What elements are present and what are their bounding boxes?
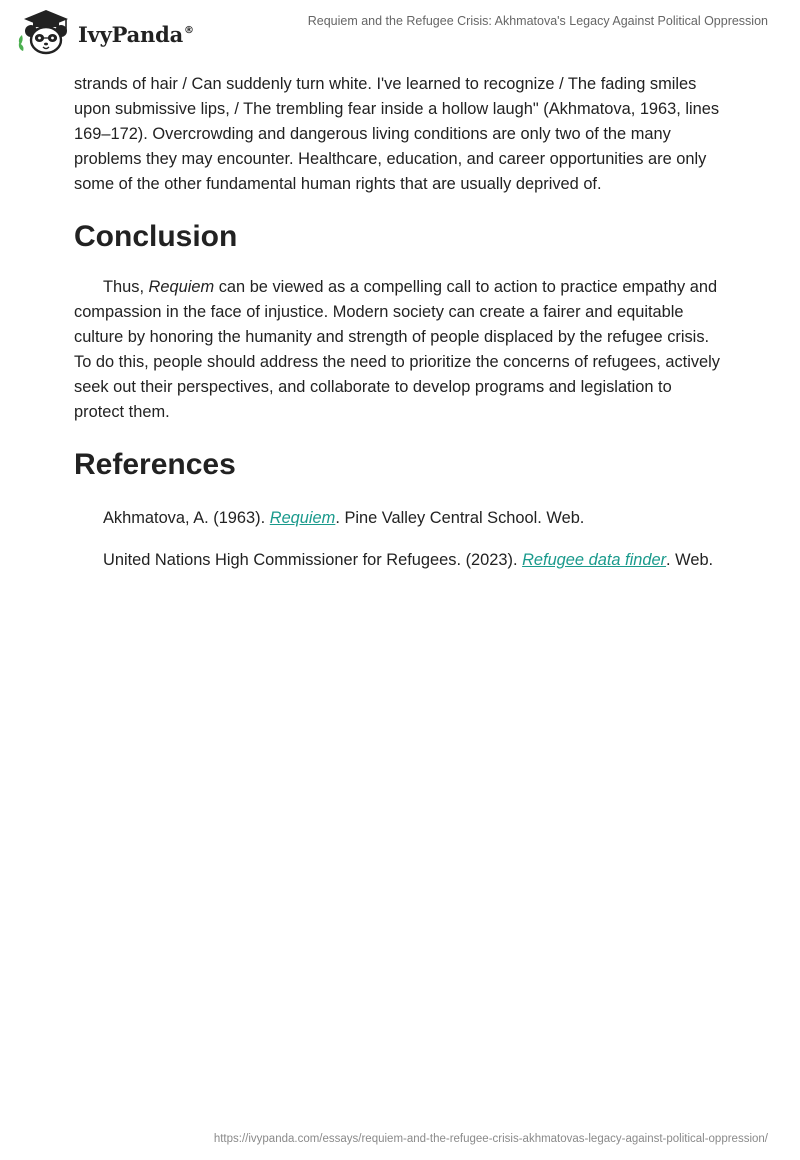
brand-name: IvyPanda® bbox=[78, 21, 194, 47]
ivypanda-logo[interactable] bbox=[14, 7, 204, 57]
reference-link-refugee-data-finder[interactable]: Refugee data finder bbox=[522, 551, 667, 569]
panda-graduate-icon bbox=[14, 7, 76, 57]
reference-suffix: . Pine Valley Central School. Web. bbox=[335, 509, 585, 527]
continued-paragraph: strands of hair / Can suddenly turn white. I've learned to recognize / The fading smiles upon submissive lips, / The trembling fear inside a hollow laugh" (Akhmatova, 1963, lines 169–172). Overcrowding and dangerous living conditions are only two of the many problems they may encounter. Healthcare, education, and career opportunities are only some of the other fundamental human rights that are usually deprived of. bbox=[74, 75, 720, 193]
reference-link-requiem[interactable]: Requiem bbox=[269, 509, 336, 527]
page-header bbox=[0, 0, 800, 60]
conclusion-lead: Thus, bbox=[103, 278, 149, 296]
registered-mark: ® bbox=[184, 24, 194, 36]
conclusion-italic-title: Requiem bbox=[148, 278, 215, 296]
reference-item bbox=[74, 506, 726, 531]
footer-url: https://ivypanda.com/essays/requiem-and-the-refugee-crisis-akhmatovas-legacy-against-political-oppression/ bbox=[213, 1133, 768, 1145]
conclusion-paragraph bbox=[74, 275, 726, 425]
essay-content bbox=[74, 72, 726, 590]
reference-prefix: Akhmatova, A. (1963). bbox=[103, 509, 270, 527]
document-title: Requiem and the Refugee Crisis: Akhmatova's Legacy Against Political Oppression bbox=[307, 14, 768, 28]
references-heading: References bbox=[74, 448, 236, 481]
conclusion-rest: can be viewed as a compelling call to action to practice empathy and compassion in the face of injustice. Modern society can create a fairer and equitable culture by honoring the humanity and strength of people displaced by the refugee crisis. To do this, people should address the need to prioritize the concerns of refugees, actively seek out their perspectives, and collaborate to develop programs and legislation to protect them. bbox=[74, 278, 720, 421]
conclusion-heading: Conclusion bbox=[74, 220, 238, 253]
reference-prefix: United Nations High Commissioner for Refugees. (2023). bbox=[103, 551, 523, 569]
reference-suffix: . Web. bbox=[666, 551, 714, 569]
reference-item bbox=[74, 548, 726, 573]
